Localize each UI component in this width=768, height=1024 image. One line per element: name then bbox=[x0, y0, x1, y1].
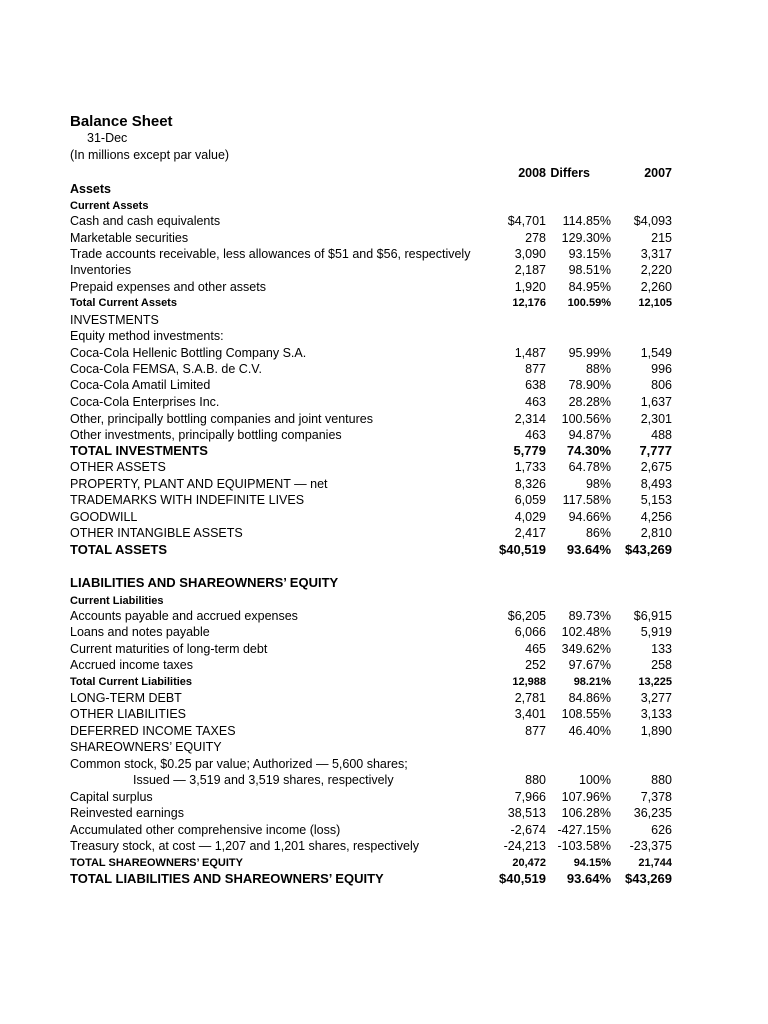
percent-differs: 94.15% bbox=[573, 857, 611, 869]
value-2008: $40,519 bbox=[499, 871, 546, 886]
value-2007: 13,225 bbox=[638, 676, 672, 688]
value-2008: 2,187 bbox=[514, 263, 546, 277]
line-item-label: TOTAL LIABILITIES AND SHAREOWNERS’ EQUITY bbox=[70, 871, 384, 886]
line-item-label: Assets bbox=[70, 182, 111, 196]
line-item-row bbox=[0, 822, 768, 838]
percent-differs: 94.66% bbox=[568, 510, 611, 524]
line-item-label: LIABILITIES AND SHAREOWNERS’ EQUITY bbox=[70, 575, 339, 590]
line-item-label: Accumulated other comprehensive income (loss) bbox=[70, 823, 341, 837]
value-2008: 6,066 bbox=[514, 625, 546, 639]
value-2007: 7,378 bbox=[640, 790, 672, 804]
value-2008: 2,314 bbox=[514, 412, 546, 426]
column-header-differs: Differs bbox=[550, 166, 590, 180]
line-item-label: Cash and cash equivalents bbox=[70, 214, 221, 228]
line-item-row bbox=[0, 213, 768, 229]
line-item-label: Equity method investments: bbox=[70, 329, 224, 343]
line-item-row bbox=[0, 855, 768, 871]
line-item-label: Total Current Liabilities bbox=[70, 676, 193, 688]
value-2008: -24,213 bbox=[503, 839, 546, 853]
value-2007: 626 bbox=[651, 823, 672, 837]
value-2008: 7,966 bbox=[514, 790, 546, 804]
value-2008: 20,472 bbox=[512, 857, 546, 869]
line-item-label: TOTAL INVESTMENTS bbox=[70, 443, 208, 458]
line-item-row bbox=[0, 674, 768, 690]
value-2007: 215 bbox=[651, 231, 672, 245]
line-item-row bbox=[0, 377, 768, 393]
value-2008: 1,920 bbox=[514, 280, 546, 294]
percent-differs: 98.51% bbox=[568, 263, 611, 277]
line-item-label: OTHER LIABILITIES bbox=[70, 707, 187, 721]
line-item-row bbox=[0, 739, 768, 755]
line-item-row bbox=[0, 608, 768, 624]
value-2007: 880 bbox=[651, 773, 672, 787]
value-2007: 2,220 bbox=[640, 263, 672, 277]
line-item-row bbox=[0, 525, 768, 541]
line-item-row bbox=[0, 328, 768, 344]
percent-differs: 98% bbox=[585, 477, 611, 491]
percent-differs: 93.15% bbox=[568, 247, 611, 261]
value-2007: 36,235 bbox=[633, 806, 672, 820]
line-item-label: Issued — 3,519 and 3,519 shares, respectively bbox=[133, 773, 394, 787]
line-item-row bbox=[0, 279, 768, 295]
percent-differs: -427.15% bbox=[557, 823, 611, 837]
percent-differs: 349.62% bbox=[561, 642, 611, 656]
percent-differs: 86% bbox=[585, 526, 611, 540]
percent-differs: 114.85% bbox=[562, 214, 611, 228]
percent-differs: 106.28% bbox=[561, 806, 611, 820]
line-item-label: OTHER ASSETS bbox=[70, 460, 166, 474]
line-item-row bbox=[0, 789, 768, 805]
document-date: 31-Dec bbox=[87, 131, 128, 145]
value-2008: 38,513 bbox=[507, 806, 546, 820]
line-item-label: Marketable securities bbox=[70, 231, 189, 245]
value-2007: 8,493 bbox=[640, 477, 672, 491]
value-2007: 1,637 bbox=[640, 395, 672, 409]
line-item-row bbox=[0, 509, 768, 525]
line-item-label: Accrued income taxes bbox=[70, 658, 193, 672]
value-2007: 2,260 bbox=[640, 280, 672, 294]
value-2007: 1,549 bbox=[640, 346, 672, 360]
value-2008: 4,029 bbox=[514, 510, 546, 524]
line-item-row bbox=[0, 312, 768, 328]
percent-differs: 93.64% bbox=[566, 542, 611, 557]
value-2007: 4,256 bbox=[640, 510, 672, 524]
line-item-label: LONG-TERM DEBT bbox=[70, 691, 182, 705]
line-item-row bbox=[0, 641, 768, 657]
value-2007: 2,301 bbox=[640, 412, 672, 426]
value-2008: 3,090 bbox=[514, 247, 546, 261]
line-item-row bbox=[0, 476, 768, 492]
value-2008: 1,733 bbox=[514, 460, 546, 474]
line-item-label: Common stock, $0.25 par value; Authorized — 5,600 shares; bbox=[70, 757, 408, 771]
value-2007: 488 bbox=[651, 428, 672, 442]
value-2008: 12,988 bbox=[512, 676, 546, 688]
value-2007: 3,317 bbox=[640, 247, 672, 261]
percent-differs: 107.96% bbox=[561, 790, 611, 804]
value-2007: 7,777 bbox=[639, 443, 672, 458]
line-item-row bbox=[0, 230, 768, 246]
line-item-label: Prepaid expenses and other assets bbox=[70, 280, 266, 294]
line-item-label: Current maturities of long-term debt bbox=[70, 642, 268, 656]
line-item-row bbox=[0, 657, 768, 673]
value-2008: 877 bbox=[525, 362, 546, 376]
line-item-label: PROPERTY, PLANT AND EQUIPMENT — net bbox=[70, 477, 328, 491]
column-header-2008: 2008 bbox=[518, 166, 546, 180]
line-item-row bbox=[0, 361, 768, 377]
line-item-label: Trade accounts receivable, less allowances of $51 and $56, respectively bbox=[70, 247, 471, 261]
percent-differs: 100% bbox=[579, 773, 611, 787]
line-item-label: Coca-Cola FEMSA, S.A.B. de C.V. bbox=[70, 362, 262, 376]
line-item-label: TOTAL ASSETS bbox=[70, 542, 168, 557]
line-item-row bbox=[0, 690, 768, 706]
value-2007: 5,153 bbox=[640, 493, 672, 507]
line-item-row bbox=[0, 575, 768, 591]
document-title: Balance Sheet bbox=[70, 113, 173, 130]
value-2008: -2,674 bbox=[510, 823, 546, 837]
value-2008: 5,779 bbox=[513, 443, 546, 458]
line-item-row bbox=[0, 706, 768, 722]
line-item-label: OTHER INTANGIBLE ASSETS bbox=[70, 526, 243, 540]
percent-differs: 88% bbox=[585, 362, 611, 376]
line-item-row bbox=[0, 624, 768, 640]
percent-differs: 95.99% bbox=[568, 346, 611, 360]
line-item-row bbox=[0, 394, 768, 410]
value-2008: 465 bbox=[525, 642, 546, 656]
line-item-row bbox=[0, 411, 768, 427]
line-item-label: INVESTMENTS bbox=[70, 313, 159, 327]
line-item-label: Other, principally bottling companies and joint ventures bbox=[70, 412, 373, 426]
line-item-label: Coca-Cola Amatil Limited bbox=[70, 378, 211, 392]
value-2007: 2,810 bbox=[640, 526, 672, 540]
line-item-row bbox=[0, 246, 768, 262]
value-2007: 2,675 bbox=[640, 460, 672, 474]
line-item-row bbox=[0, 723, 768, 739]
line-item-row bbox=[0, 871, 768, 887]
value-2008: 463 bbox=[525, 395, 546, 409]
line-item-row bbox=[0, 772, 768, 788]
value-2007: $4,093 bbox=[633, 214, 672, 228]
line-item-label: Current Liabilities bbox=[70, 595, 164, 607]
percent-differs: 89.73% bbox=[568, 609, 611, 623]
value-2007: $43,269 bbox=[625, 871, 672, 886]
percent-differs: 117.58% bbox=[562, 493, 611, 507]
value-2008: 12,176 bbox=[512, 297, 546, 309]
value-2007: 5,919 bbox=[640, 625, 672, 639]
line-item-label: Loans and notes payable bbox=[70, 625, 210, 639]
value-2007: 133 bbox=[651, 642, 672, 656]
line-item-row bbox=[0, 181, 768, 197]
percent-differs: 97.67% bbox=[568, 658, 611, 672]
value-2007: 996 bbox=[651, 362, 672, 376]
line-item-row bbox=[0, 492, 768, 508]
line-item-row bbox=[0, 459, 768, 475]
value-2008: 880 bbox=[525, 773, 546, 787]
percent-differs: 94.87% bbox=[568, 428, 611, 442]
line-item-label: TOTAL SHAREOWNERS’ EQUITY bbox=[70, 857, 243, 869]
value-2007: 12,105 bbox=[638, 297, 672, 309]
value-2008: 463 bbox=[525, 428, 546, 442]
value-2007: 3,133 bbox=[640, 707, 672, 721]
percent-differs: 78.90% bbox=[568, 378, 611, 392]
value-2008: 638 bbox=[525, 378, 546, 392]
line-item-label: Reinvested earnings bbox=[70, 806, 184, 820]
percent-differs: 93.64% bbox=[566, 871, 611, 886]
line-item-label: Coca-Cola Enterprises Inc. bbox=[70, 395, 220, 409]
value-2007: 258 bbox=[651, 658, 672, 672]
value-2007: -23,375 bbox=[629, 839, 672, 853]
value-2008: $6,205 bbox=[507, 609, 546, 623]
value-2007: 21,744 bbox=[638, 857, 672, 869]
value-2007: 806 bbox=[651, 378, 672, 392]
line-item-label: Inventories bbox=[70, 263, 132, 277]
line-item-label: GOODWILL bbox=[70, 510, 138, 524]
value-2008: $40,519 bbox=[499, 542, 546, 557]
line-item-label: TRADEMARKS WITH INDEFINITE LIVES bbox=[70, 493, 305, 507]
percent-differs: 100.59% bbox=[567, 297, 611, 309]
line-item-label: Capital surplus bbox=[70, 790, 153, 804]
line-item-row bbox=[0, 443, 768, 459]
line-item-label: Current Assets bbox=[70, 200, 149, 212]
line-item-row bbox=[0, 542, 768, 558]
line-item-label: Other investments, principally bottling companies bbox=[70, 428, 342, 442]
percent-differs: -103.58% bbox=[557, 839, 611, 853]
line-item-row bbox=[0, 756, 768, 772]
line-item-row bbox=[0, 593, 768, 609]
line-item-row bbox=[0, 198, 768, 214]
line-item-label: Accounts payable and accrued expenses bbox=[70, 609, 298, 623]
value-2008: 2,781 bbox=[514, 691, 546, 705]
line-item-label: Coca-Cola Hellenic Bottling Company S.A. bbox=[70, 346, 307, 360]
value-2007: 1,890 bbox=[640, 724, 672, 738]
value-2008: 278 bbox=[525, 231, 546, 245]
percent-differs: 64.78% bbox=[568, 460, 611, 474]
value-2008: 877 bbox=[525, 724, 546, 738]
line-item-row bbox=[0, 345, 768, 361]
value-2007: 3,277 bbox=[640, 691, 672, 705]
column-header-2007: 2007 bbox=[644, 166, 672, 180]
percent-differs: 102.48% bbox=[561, 625, 611, 639]
value-2008: $4,701 bbox=[507, 214, 546, 228]
percent-differs: 46.40% bbox=[568, 724, 611, 738]
line-item-row bbox=[0, 262, 768, 278]
value-2008: 1,487 bbox=[514, 346, 546, 360]
percent-differs: 28.28% bbox=[568, 395, 611, 409]
line-item-row bbox=[0, 838, 768, 854]
percent-differs: 98.21% bbox=[573, 676, 611, 688]
percent-differs: 129.30% bbox=[561, 231, 611, 245]
line-item-label: Treasury stock, at cost — 1,207 and 1,201 shares, respectively bbox=[70, 839, 420, 853]
line-item-row bbox=[0, 427, 768, 443]
percent-differs: 74.30% bbox=[566, 443, 611, 458]
line-item-row bbox=[0, 805, 768, 821]
percent-differs: 108.55% bbox=[561, 707, 611, 721]
percent-differs: 100.56% bbox=[561, 412, 611, 426]
line-item-label: SHAREOWNERS’ EQUITY bbox=[70, 740, 222, 754]
line-item-label: Total Current Assets bbox=[70, 297, 177, 309]
value-2008: 2,417 bbox=[514, 526, 546, 540]
value-2007: $6,915 bbox=[633, 609, 672, 623]
document-units: (In millions except par value) bbox=[70, 148, 230, 162]
value-2008: 8,326 bbox=[514, 477, 546, 491]
value-2008: 6,059 bbox=[514, 493, 546, 507]
percent-differs: 84.86% bbox=[568, 691, 611, 705]
line-item-row bbox=[0, 295, 768, 311]
line-item-label: DEFERRED INCOME TAXES bbox=[70, 724, 236, 738]
value-2007: $43,269 bbox=[625, 542, 672, 557]
value-2008: 3,401 bbox=[514, 707, 546, 721]
value-2008: 252 bbox=[525, 658, 546, 672]
percent-differs: 84.95% bbox=[568, 280, 611, 294]
